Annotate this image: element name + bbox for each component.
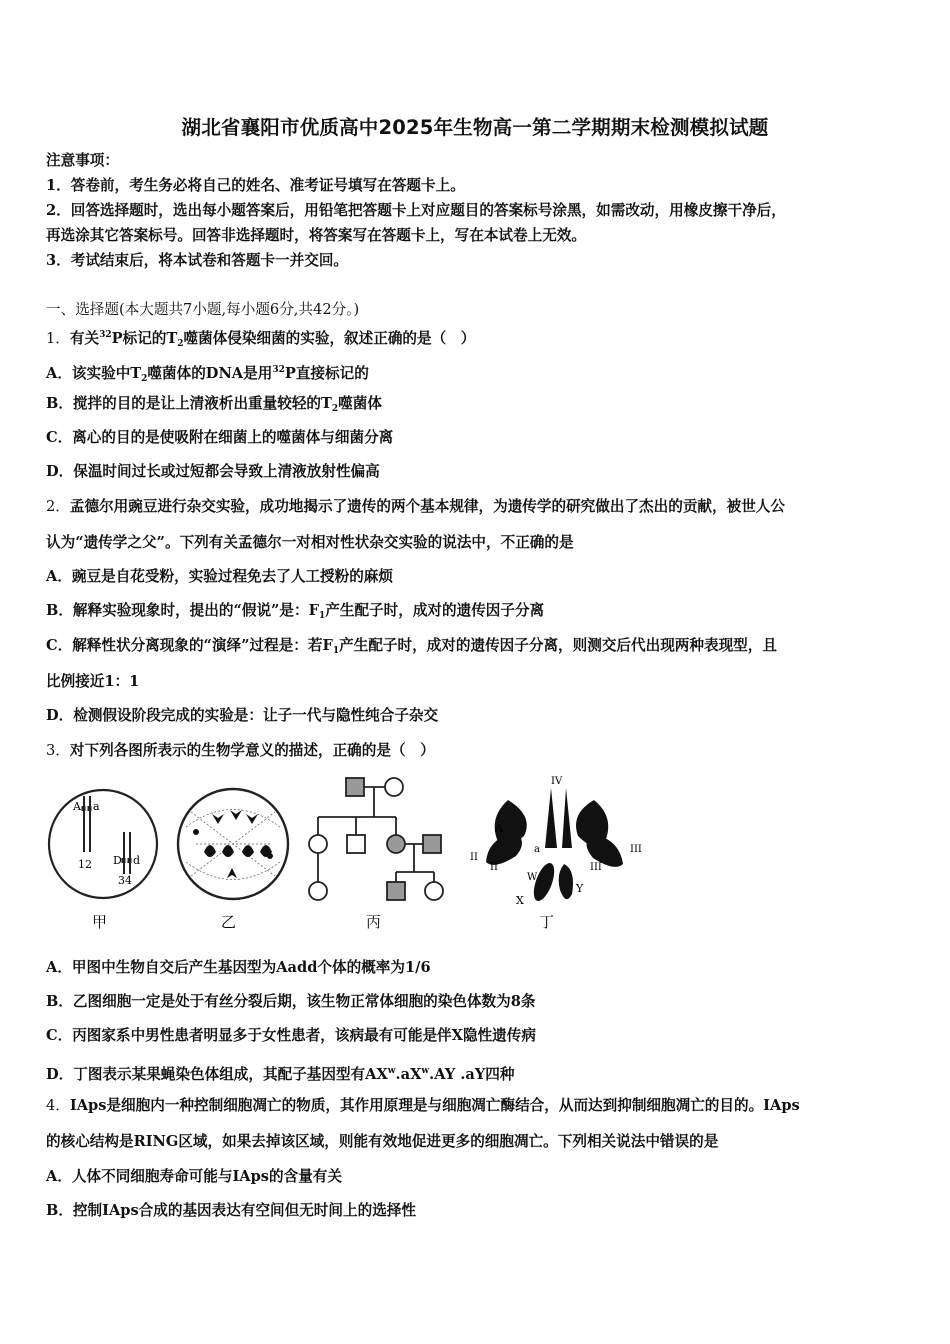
q3-option-b[interactable]: B．乙图细胞一定是处于有丝分裂后期，该生物正常体细胞的染色体数为8条 (46, 993, 536, 1010)
q3-d-sup2: w (421, 1066, 430, 1076)
q3-option-a[interactable]: A．甲图中生物自交后产生基因型为Aadd个体的概率为1/6 (46, 959, 431, 976)
q4-stem-a: IAps是细胞内一种控制细胞凋亡的物质，其作用原理是与细胞凋亡酶结合，从而达到抑制细胞凋亡的目的。IAps (69, 1097, 800, 1114)
q2-c-post: 产生配子时，成对的遗传因子分离，则测交后代出现两种表现型，且 (339, 637, 777, 654)
q1-sub: 2 (177, 339, 184, 349)
q2-option-b[interactable] (46, 601, 544, 626)
notice-item-2: 2．回答选择题时，选出每小题答案后，用铅笔把答题卡上对应题目的答案标号涂黑，如需改动，用橡皮擦干净后， (46, 202, 786, 219)
q2-option-c-cont: 比例接近1：1 (46, 673, 140, 690)
q4-number: 4． (46, 1097, 70, 1114)
q1-sup: 32 (99, 330, 112, 340)
jia-label-d: d (133, 854, 141, 867)
yi-chromosome-1 (212, 814, 224, 824)
q3-option-d[interactable] (46, 1061, 514, 1085)
ding-label-III-right: III (630, 844, 642, 855)
jia-label-A: A (73, 800, 81, 813)
jia-label-34: 34 (118, 874, 132, 887)
q4-option-b[interactable]: B．控制IAps合成的基因表达有空间但无时间上的选择性 (46, 1202, 416, 1219)
q2-b-pre: B．解释实验现象时，提出的“假说”是：F (46, 602, 319, 619)
q3-number: 3． (46, 742, 70, 759)
notice-item-1: 1．答卷前，考生务必将自己的姓名、准考证号填写在答题卡上。 (46, 177, 465, 194)
ding-chromosome-IV-2 (562, 788, 572, 848)
q1-b-pre: B．搅拌的目的是让上清液析出重量较轻的T (46, 395, 332, 412)
notice-item-3: 3．考试结束后，将本试卷和答题卡一并交回。 (46, 252, 349, 269)
q3-stem-text: 对下列各图所表示的生物学意义的描述，正确的是（ ） (69, 742, 435, 759)
q1-stem (46, 325, 475, 354)
pedigree-gen3-male-affected (387, 882, 405, 900)
q3-d-sup1: w (387, 1066, 396, 1076)
q1-stem-b: P标记的T (111, 330, 178, 347)
q4-stem (46, 1096, 800, 1116)
q2-stem (46, 497, 785, 517)
yi-chromosome-4 (204, 845, 216, 857)
notice-heading: 注意事项： (46, 152, 119, 169)
figure-label-jia: 甲 (92, 913, 108, 931)
ding-label-II-left: II (470, 852, 478, 863)
q3-d-post: .AY .aY四种 (429, 1066, 515, 1083)
yi-chromosome-8 (227, 868, 237, 878)
q3-d-mid: .aX (395, 1066, 422, 1083)
pedigree-gen2-male-affected (423, 835, 441, 853)
q1-stem-a: 有关 (69, 330, 100, 347)
ding-label-II-right: II (490, 862, 498, 873)
ding-label-a: a (534, 844, 540, 855)
yi-chromosome-6 (242, 845, 254, 857)
q2-option-c[interactable] (46, 636, 777, 661)
figure-label-yi: 乙 (221, 913, 237, 931)
q2-stem-cont: 认为“遗传学之父”。下列有关孟德尔一对相对性状杂交实验的说法中，不正确的是 (46, 534, 574, 551)
q1-a-sup: 32 (272, 365, 285, 375)
q1-option-d[interactable]: D．保温时间过长或过短都会导致上清液放射性偏高 (46, 463, 380, 480)
yi-chromosome-5 (222, 845, 234, 857)
q2-option-a[interactable]: A．豌豆是自花受粉，实验过程免去了人工授粉的麻烦 (46, 568, 393, 585)
q3-figure (46, 772, 656, 942)
page-title: 湖北省襄阳市优质高中2025年生物高一第二学期期末检测模拟试题 (181, 116, 769, 139)
ding-chromosome-IV-1 (545, 788, 557, 848)
figure-label-ding: 丁 (539, 913, 555, 931)
q1-option-a[interactable] (46, 360, 369, 389)
q2-stem-a: 孟德尔用豌豆进行杂交实验，成功地揭示了遗传的两个基本规律，为遗传学的研究做出了杰出的贡献，被世人公 (69, 498, 785, 515)
q2-number: 2． (46, 498, 70, 515)
jia-cell-membrane (49, 790, 157, 898)
q3-stem (46, 741, 435, 761)
pedigree-gen3-female-1 (309, 882, 327, 900)
pedigree-gen2-female-1 (309, 835, 327, 853)
q1-b-sub: 2 (331, 404, 339, 414)
figure-label-bing: 丙 (366, 913, 382, 931)
section-heading: 一、选择题(本大题共7小题,每小题6分,共42分。) (46, 301, 360, 318)
jia-label-12: 12 (78, 858, 92, 871)
ding-label-W: W (527, 872, 538, 883)
q1-b-post: 噬菌体 (338, 395, 382, 412)
yi-chromosome-3 (246, 814, 258, 824)
q1-stem-c: 噬菌体侵染细菌的实验，叙述正确的是（ ） (183, 330, 476, 347)
q3-d-pre: D．丁图表示某果蝇染色体组成，其配子基因型有AX (46, 1066, 388, 1083)
q2-option-d[interactable]: D．检测假设阶段完成的实验是：让子一代与隐性纯合子杂交 (46, 707, 439, 724)
q4-option-a[interactable]: A．人体不同细胞寿命可能与IAps的含量有关 (46, 1168, 342, 1185)
figure-ding (470, 776, 642, 931)
q2-b-sub: 1 (319, 611, 326, 621)
notice-item-2-cont: 再选涂其它答案标号。回答非选择题时，将答案写在答题卡上，写在本试卷上无效。 (46, 227, 586, 244)
pedigree-gen2-male-1 (347, 835, 365, 853)
ding-label-Y: Y (576, 882, 584, 895)
jia-label-D: D (113, 854, 122, 867)
ding-label-IV: IV (551, 776, 563, 787)
yi-chromosome-2 (230, 810, 242, 820)
q4-stem-cont: 的核心结构是RING区域，如果去掉该区域，则能有效地促进更多的细胞凋亡。下列相关说法中错误的是 (46, 1133, 719, 1150)
jia-label-a: a (93, 800, 100, 813)
q1-a-pre: A．该实验中T (46, 365, 142, 382)
q1-option-b[interactable] (46, 394, 382, 419)
figure-bing (309, 778, 443, 931)
q2-c-sub: 1 (332, 646, 340, 656)
q2-b-post: 产生配子时，成对的遗传因子分离 (325, 602, 545, 619)
q1-option-c[interactable]: C．离心的目的是使吸附在细菌上的噬菌体与细菌分离 (46, 429, 394, 446)
pedigree-gen1-male-affected (346, 778, 364, 796)
q1-number: 1． (46, 330, 70, 347)
q1-a-sub: 2 (141, 374, 148, 384)
figure-yi (178, 789, 288, 931)
q2-c-pre: C．解释性状分离现象的“演绎”过程是：若F (46, 637, 333, 654)
pedigree-gen2-female-affected (387, 835, 405, 853)
q3-option-c[interactable]: C．丙图家系中男性患者明显多于女性患者，该病最有可能是伴X隐性遗传病 (46, 1027, 536, 1044)
q1-a-post: P直接标记的 (284, 365, 369, 382)
figure-jia (49, 790, 157, 931)
ding-chromosome-II-left-2 (486, 832, 522, 865)
pedigree-gen1-female (385, 778, 403, 796)
ding-label-A: A (495, 822, 503, 835)
ding-label-III-left: III (590, 862, 602, 873)
ding-label-X: X (516, 894, 524, 907)
q1-a-mid: 噬菌体的DNA是用 (147, 365, 273, 382)
ding-chromosome-Y (559, 864, 573, 899)
pedigree-gen3-female-2 (425, 882, 443, 900)
